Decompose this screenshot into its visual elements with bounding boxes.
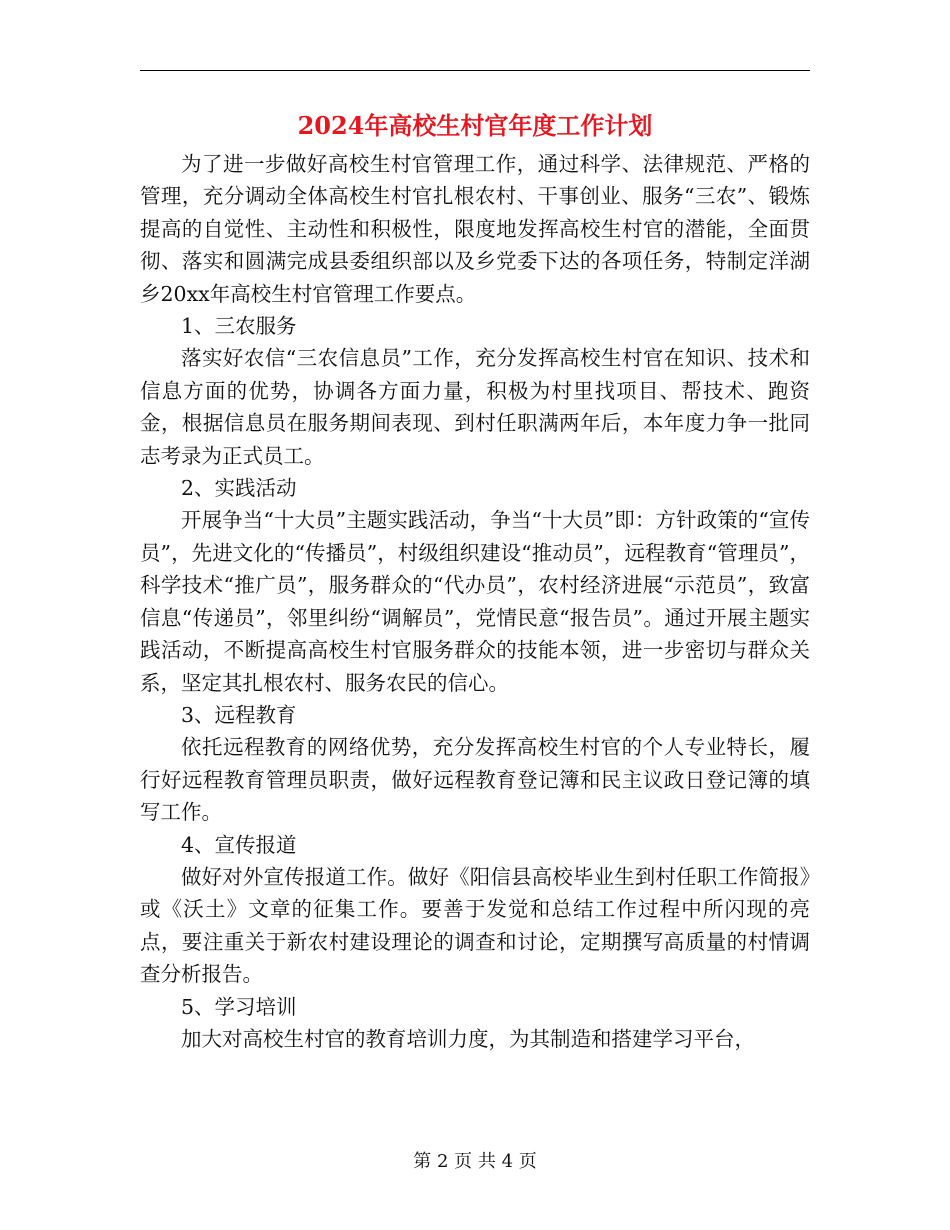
- section-text-sannong: 落实好农信“三农信息员”工作，充分发挥高校生村官在知识、技术和信息方面的优势，协调各方面力量，积极为村里找项目、帮技术、跑资金，根据信息员在服务期间表现、到村任职满两年后，本年度力争一批同志考录为正式员工。: [140, 346, 810, 468]
- section-heading-practice: 2、实践活动: [181, 476, 297, 501]
- section-text-training: 加大对高校生村官的教育培训力度，为其制造和搭建学习平台，: [181, 1026, 755, 1051]
- section-text-remote-education: 依托远程教育的网络优势，充分发挥高校生村官的个人专业特长，履行好远程教育管理员职责，做好远程教育登记簿和民主议政日登记簿的填写工作。: [140, 735, 810, 825]
- section-heading-sannong: 1、三农服务: [181, 314, 297, 339]
- section-heading-training: 5、学习培训: [181, 994, 297, 1019]
- page-number: 第 2 页 共 4 页: [413, 1151, 537, 1172]
- section-text-practice: 开展争当“十大员”主题实践活动，争当“十大员”即：方针政策的“宣传员”，先进文化的“传播员”，村级组织建设“推动员”，远程教育“管理员”，科学技术“推广员”，服务群众的“代办员”，农村经济进展“示范员”，致富信息“传递员”，邻里纠纷“调解员”，党情民意“报告员”。通过开展主题实践活动，不断提高高校生村官服务群众的技能本领，进一步密切与群众关系，坚定其扎根农村、服务农民的信心。: [140, 508, 810, 695]
- document-body: [140, 148, 810, 1055]
- section-text-publicity: 做好对外宣传报道工作。做好《阳信县高校毕业生到村任职工作简报》或《沃土》文章的征集工作。要善于发觉和总结工作过程中所闪现的亮点，要注重关于新农村建设理论的调查和讨论，定期撰写高质量的村情调查分析报告。: [140, 864, 810, 987]
- section-heading-remote-education: 3、远程教育: [181, 702, 297, 727]
- header-rule: [140, 70, 810, 71]
- section-heading-publicity: 4、宣传报道: [181, 832, 297, 857]
- document-title: 2024年高校生村官年度工作计划: [297, 111, 653, 140]
- intro-paragraph: 为了进一步做好高校生村官管理工作，通过科学、法律规范、严格的管理，充分调动全体高校生村官扎根农村、干事创业、服务“三农”、锻炼提高的自觉性、主动性和积极性，限度地发挥高校生村官的潜能，全面贯彻、落实和圆满完成县委组织部以及乡党委下达的各项任务，特制定洋湖乡20xx年高校生村官管理工作要点。: [140, 152, 810, 306]
